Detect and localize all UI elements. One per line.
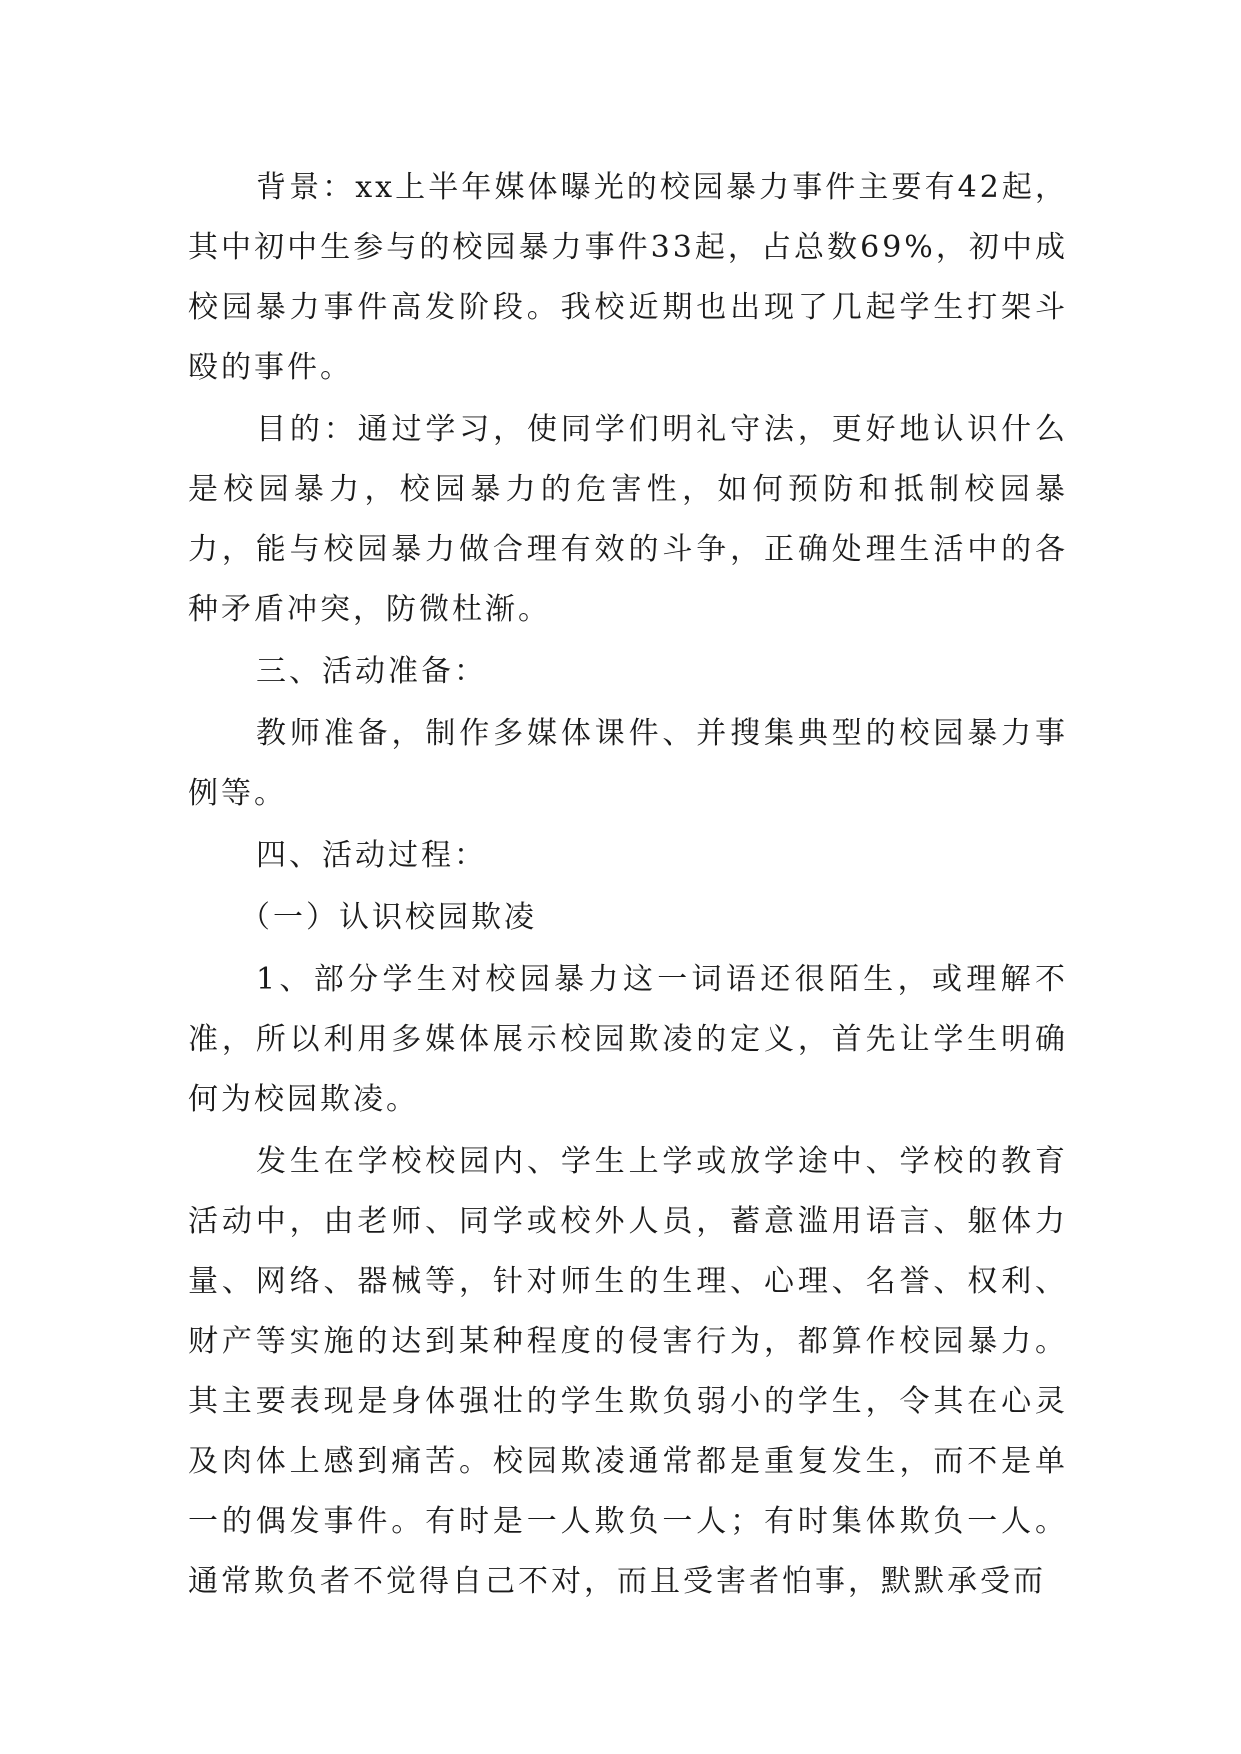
paragraph-background: 背景：xx上半年媒体曝光的校园暴力事件主要有42起，其中初中生参与的校园暴力事件33起，占总数69%，初中成校园暴力事件高发阶段。我校近期也出现了几起学生打架斗殴的事件。	[188, 170, 1068, 385]
paragraph-item-1: 1、部分学生对校园暴力这一词语还很陌生，或理解不准，所以利用多媒体展示校园欺凌的定义，首先让学生明确何为校园欺凌。	[188, 962, 1068, 1117]
paragraph-purpose: 目的：通过学习，使同学们明礼守法，更好地认识什么是校园暴力，校园暴力的危害性，如何预防和抵制校园暴力，能与校园暴力做合理有效的斗争，正确处理生活中的各种矛盾冲突，防微杜渐。	[188, 412, 1068, 627]
paragraph-definition: 发生在学校校园内、学生上学或放学途中、学校的教育活动中，由老师、同学或校外人员，蓄意滥用语言、躯体力量、网络、器械等，针对师生的生理、心理、名誉、权利、财产等实施的达到某种程度的侵害行为，都算作校园暴力。其主要表现是身体强壮的学生欺负弱小的学生，令其在心灵及肉体上感到痛苦。校园欺凌通常都是重复发生，而不是单一的偶发事件。有时是一人欺负一人；有时集体欺负一人。通常欺负者不觉得自己不对，而且受害者怕事，默默承受而	[188, 1144, 1068, 1599]
section-heading-process: 四、活动过程：	[256, 838, 487, 873]
document-body	[188, 158, 1068, 1614]
paragraph-teacher-preparation: 教师准备，制作多媒体课件、并搜集典型的校园暴力事例等。	[188, 716, 1068, 811]
subsection-heading-recognize-bullying: （一）认识校园欺凌	[240, 900, 537, 935]
section-heading-preparation: 三、活动准备：	[256, 654, 487, 689]
